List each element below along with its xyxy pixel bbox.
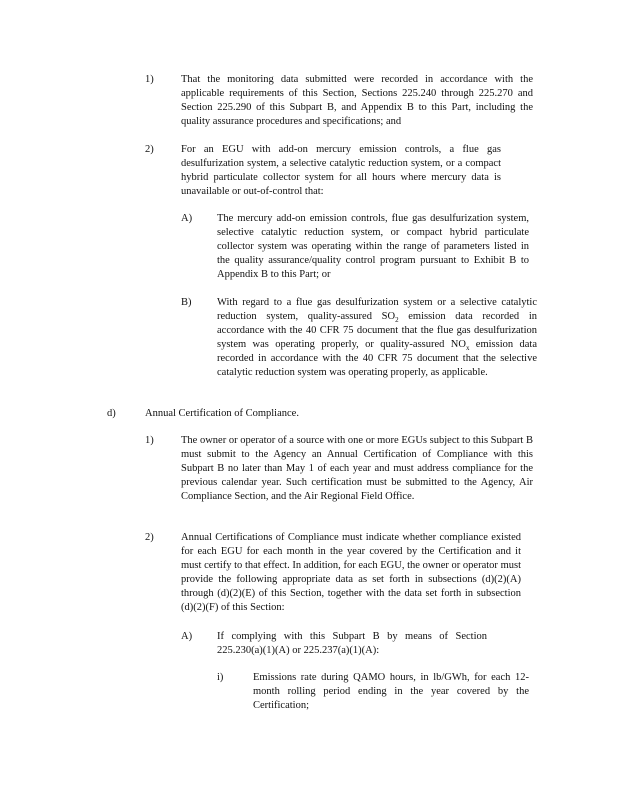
item-label: A) xyxy=(181,631,193,642)
item-text: Emissions rate during QAMO hours, in lb/GWh, for each 12-month rolling period ending in the year covered by the Certification; xyxy=(253,672,529,711)
item-label: 1) xyxy=(145,435,154,446)
item-label: 1) xyxy=(145,74,154,85)
item-text: That the monitoring data submitted were recorded in accordance with the applicable requirements of this Section, Sections 225.240 through 225.270 and Section 225.290 of this Subpart B, and Appendix B to this Part, including the quality assurance procedures and specifications; and xyxy=(181,74,533,127)
item-text-part: With regard to a flue gas desulfurization system or a selective catalytic reduction system, quality-assured SO xyxy=(217,297,537,322)
item-text xyxy=(217,296,537,380)
item-text: The mercury add-on emission controls, flue gas desulfurization system, selective catalytic reduction system, or compact hybrid particulate collector system was operating within the range of parameters listed in the quality assurance/quality control program pursuant to Exhibit B to Appendix B to this Part; or xyxy=(217,213,529,280)
item-text: If complying with this Subpart B by means of Section 225.230(a)(1)(A) or 225.237(a)(1)(A): xyxy=(217,631,487,656)
item-label: B) xyxy=(181,297,192,308)
item-label: d) xyxy=(107,408,116,419)
item-label: 2) xyxy=(145,144,154,155)
item-text: The owner or operator of a source with one or more EGUs subject to this Subpart B must submit to the Agency an Annual Certification of Compliance with this Subpart B no later than May 1 of each year and must address compliance for the previous calendar year. Such certification must be submitted to the Agency, Air Compliance Section, and the Air Regional Field Office. xyxy=(181,435,533,502)
item-label: i) xyxy=(217,672,224,683)
subscript: 2 xyxy=(395,316,399,325)
item-text: For an EGU with add-on mercury emission controls, a flue gas desulfurization system, a selective catalytic reduction system, or a compact hybrid particulate collector system for all hours where mercury data is unavailable or out-of-control that: xyxy=(181,144,501,197)
section-heading: Annual Certification of Compliance. xyxy=(145,408,299,419)
item-label: A) xyxy=(181,213,193,224)
item-text-part: emission data recorded in accordance with the 40 CFR 75 document that the flue gas desulfurization system was operating properly, or quality-assured NO xyxy=(217,311,537,350)
subscript: x xyxy=(465,344,470,353)
item-text-part: emission data recorded in accordance with the 40 CFR 75 document that the selective catalytic reduction system was operating properly, as applicable. xyxy=(217,339,537,378)
item-text: Annual Certifications of Compliance must indicate whether compliance existed for each EGU for each month in the year covered by the Certification and it must certify to that effect. In addition, for each EGU, the owner or operator must provide the following appropriate data as set forth in subsections (d)(2)(A) through (d)(2)(E) of this Section, together with the data set forth in subsection (d)(2)(F) of this Section: xyxy=(181,532,521,613)
item-label: 2) xyxy=(145,532,154,543)
